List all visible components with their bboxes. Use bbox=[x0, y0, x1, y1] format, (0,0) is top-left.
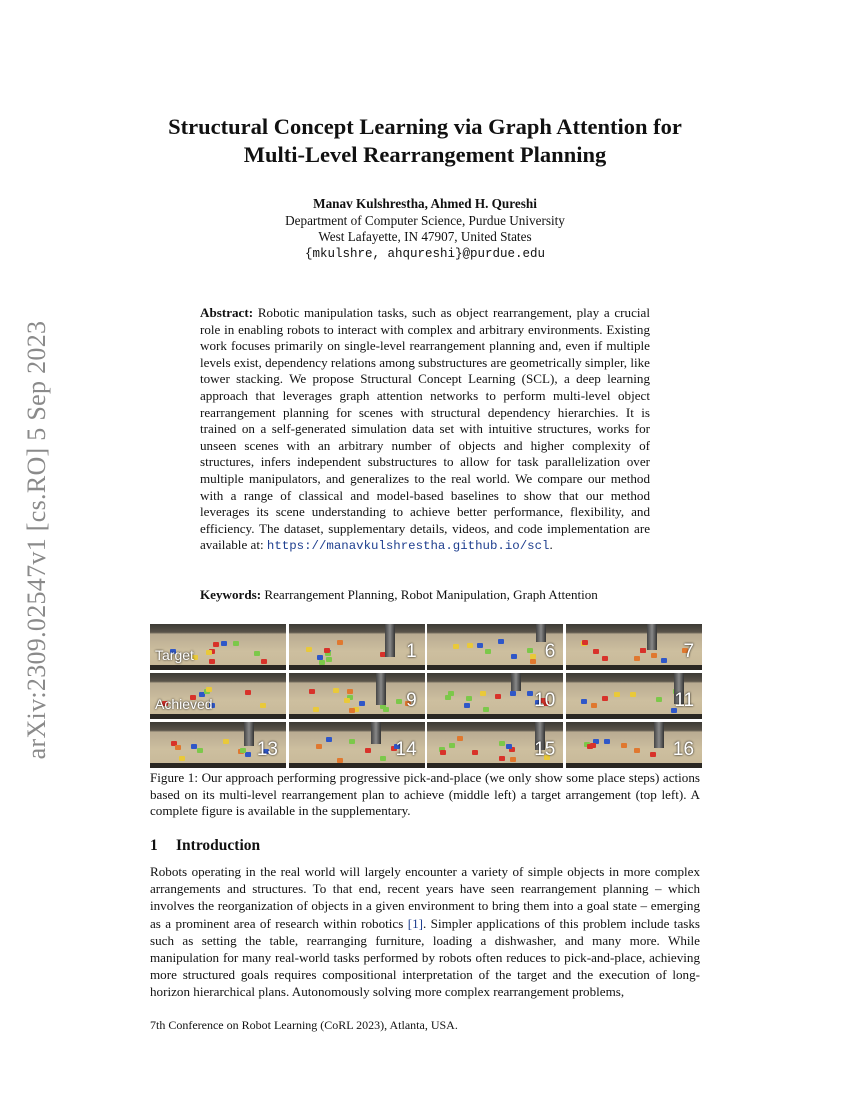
object-block bbox=[614, 692, 620, 697]
step-number-label: 10 bbox=[534, 690, 556, 711]
step-number-label: 9 bbox=[406, 690, 417, 711]
robot-arm bbox=[647, 624, 657, 650]
object-block bbox=[651, 653, 657, 658]
object-block bbox=[349, 708, 355, 713]
object-block bbox=[477, 643, 483, 648]
footer-note: 7th Conference on Robot Learning (CoRL 2023), Atlanta, USA. bbox=[150, 1018, 458, 1032]
table-edge bbox=[427, 665, 563, 670]
object-block bbox=[349, 739, 355, 744]
table-edge bbox=[566, 714, 702, 719]
object-block bbox=[527, 648, 533, 653]
arxiv-stamp bbox=[6, 300, 68, 780]
object-block bbox=[365, 748, 371, 753]
robot-arm bbox=[385, 624, 395, 657]
object-block bbox=[640, 648, 646, 653]
object-block bbox=[530, 654, 536, 659]
object-block bbox=[333, 688, 339, 693]
object-block bbox=[472, 750, 478, 755]
step-number-label: 7 bbox=[683, 641, 695, 662]
object-block bbox=[326, 737, 332, 742]
object-block bbox=[499, 741, 505, 746]
step-number-label: 14 bbox=[395, 739, 417, 760]
robot-arm bbox=[511, 673, 521, 691]
object-block bbox=[313, 707, 319, 712]
object-block bbox=[457, 736, 463, 741]
figure-panel bbox=[566, 722, 702, 768]
panel-tag-label: Target bbox=[155, 647, 194, 663]
object-block bbox=[326, 657, 332, 662]
keywords-text: Rearrangement Planning, Robot Manipulation, Graph Attention bbox=[264, 587, 598, 602]
author-email[interactable]: {mkulshre, ahqureshi}@purdue.edu bbox=[304, 246, 546, 261]
object-block bbox=[593, 649, 599, 654]
object-block bbox=[634, 748, 640, 753]
figure-panel bbox=[427, 722, 563, 768]
table-edge bbox=[427, 763, 563, 768]
object-block bbox=[245, 690, 251, 695]
object-block bbox=[656, 697, 662, 702]
figure-panel bbox=[566, 673, 702, 719]
object-block bbox=[530, 659, 536, 664]
object-block bbox=[396, 699, 402, 704]
figure-panel bbox=[150, 722, 286, 768]
step-number-label: 11 bbox=[674, 690, 695, 711]
figure-panel bbox=[427, 673, 563, 719]
object-block bbox=[337, 758, 343, 763]
object-block bbox=[453, 644, 459, 649]
table-edge bbox=[566, 763, 702, 768]
table-edge bbox=[566, 665, 702, 670]
object-block bbox=[254, 651, 260, 656]
figure-1-image-grid bbox=[150, 624, 700, 768]
object-block bbox=[324, 648, 330, 653]
introduction-paragraph bbox=[150, 863, 700, 1001]
step-number-label: 16 bbox=[672, 739, 695, 760]
object-block bbox=[506, 744, 512, 749]
step-number-label: 13 bbox=[256, 739, 278, 760]
object-block bbox=[233, 641, 239, 646]
object-block bbox=[319, 660, 325, 665]
object-block bbox=[223, 739, 229, 744]
table-edge bbox=[289, 665, 425, 670]
step-number-label: 6 bbox=[544, 641, 556, 662]
object-block bbox=[309, 689, 315, 694]
object-block bbox=[206, 687, 212, 692]
object-block bbox=[449, 743, 455, 748]
author-affiliation: Department of Computer Science, Purdue University bbox=[285, 212, 565, 228]
figure-panel bbox=[289, 624, 425, 670]
object-block bbox=[317, 655, 323, 660]
object-block bbox=[650, 752, 656, 757]
object-block bbox=[221, 641, 227, 646]
table-edge bbox=[150, 665, 286, 670]
abstract bbox=[200, 305, 650, 555]
object-block bbox=[581, 699, 587, 704]
title-line-1: Structural Concept Learning via Graph Attention for bbox=[168, 114, 682, 139]
object-block bbox=[191, 744, 197, 749]
robot-arm bbox=[536, 624, 546, 642]
abstract-text: Robotic manipulation tasks, such as object rearrangement, play a crucial role in enabling robots to interact with complex and arbitrary environments. Existing work focuses primarily on single-level rearrangement planning and, even if multiple levels exist, dependency relations among substructures are geometrically simpler, like tower stacking. We propose Structural Concept Learning (SCL), a deep learning approach that leverages graph attention networks to perform multi-level object rearrangement planning for scenes with structural dependency hierarchies. It is trained on a self-generated simulation data set with intuitive structures, works for unseen scenes with an arbitrary number of objects and higher complexity of structures, infers independent substructures to allow for task parallelization over multiple manipulators, and generalizes to the real world. We compare our method with a range of classical and model-based baselines to show that our method leverages its scene understanding to achieve better performance, flexibility, and efficiency. The dataset, supplementary details, videos, and code implementation are available at: bbox=[200, 305, 650, 553]
object-block bbox=[602, 696, 608, 701]
panel-tag-label: Achieved bbox=[155, 696, 213, 712]
object-block bbox=[483, 707, 489, 712]
intro-text-1: Robots operating in the real world will largely encounter a variety of simple objects in more complex arrangements and structures. To that end, recent years have seen rearrangement planning – which involves the reorganization of objects in a given environment to bring them into a goal state – emerging as a prominent area of research within robotics bbox=[150, 864, 700, 931]
object-block bbox=[527, 691, 533, 696]
section-heading-introduction bbox=[150, 837, 260, 855]
object-block bbox=[495, 694, 501, 699]
table-edge bbox=[150, 714, 286, 719]
object-block bbox=[316, 744, 322, 749]
table-edge bbox=[289, 714, 425, 719]
abstract-label: Abstract: bbox=[200, 305, 254, 320]
object-block bbox=[337, 640, 343, 645]
section-number: 1 bbox=[150, 837, 158, 854]
object-block bbox=[445, 695, 451, 700]
citation-link[interactable]: [1] bbox=[407, 915, 423, 931]
object-block bbox=[240, 748, 246, 753]
object-block bbox=[197, 748, 203, 753]
robot-arm bbox=[371, 722, 381, 744]
object-block bbox=[499, 756, 505, 761]
project-url-link[interactable]: https://manavkulshrestha.github.io/scl bbox=[266, 539, 550, 554]
object-block bbox=[213, 642, 219, 647]
object-block bbox=[206, 650, 212, 655]
intro-text-2: . Simpler applications of this problem include tasks such as setting the table, rearranging furniture, loading a dishwasher, and many more. While manipulation for many real-world tasks performed by robots often reduces to pick-and-place, achieving more structured goals requires compositional interpretation of the target and the execution of long-horizon hierarchical plans. Autonomously solving more complex rearrangement problems, bbox=[150, 915, 700, 1000]
robot-arm bbox=[654, 722, 664, 748]
paper-title bbox=[100, 113, 750, 169]
author-names: Manav Kulshrestha, Ahmed H. Qureshi bbox=[313, 196, 537, 211]
object-block bbox=[510, 757, 516, 762]
object-block bbox=[604, 739, 610, 744]
step-number-label: 1 bbox=[406, 641, 417, 662]
robot-arm bbox=[376, 673, 386, 705]
object-block bbox=[260, 703, 266, 708]
title-line-2: Multi-Level Rearrangement Planning bbox=[243, 142, 607, 167]
object-block bbox=[590, 743, 596, 748]
figure-panel bbox=[289, 722, 425, 768]
object-block bbox=[485, 649, 491, 654]
object-block bbox=[179, 756, 185, 761]
object-block bbox=[440, 750, 446, 755]
table-edge bbox=[427, 714, 563, 719]
object-block bbox=[510, 691, 516, 696]
figure-panel bbox=[150, 624, 286, 670]
object-block bbox=[602, 656, 608, 661]
object-block bbox=[582, 640, 588, 645]
section-title: Introduction bbox=[176, 837, 261, 854]
abstract-end: . bbox=[549, 537, 553, 553]
arxiv-identifier: arXiv:2309.02547v1 [cs.RO] 5 Sep 2023 bbox=[22, 320, 51, 760]
object-block bbox=[380, 756, 386, 761]
object-block bbox=[359, 701, 365, 706]
object-block bbox=[498, 639, 504, 644]
object-block bbox=[634, 656, 640, 661]
author-block bbox=[100, 196, 750, 262]
object-block bbox=[591, 703, 597, 708]
figure-1-caption: Figure 1: Our approach performing progressive pick-and-place (we only show some place steps) actions based on its multi-level rearrangement plan to achieve (middle left) a target arrangement (top left). A complete figure is available in the supplementary. bbox=[150, 770, 700, 819]
keywords bbox=[200, 587, 650, 604]
figure-panel bbox=[150, 673, 286, 719]
object-block bbox=[175, 745, 181, 750]
table-edge bbox=[150, 763, 286, 768]
robot-arm bbox=[244, 722, 254, 746]
object-block bbox=[621, 743, 627, 748]
object-block bbox=[464, 703, 470, 708]
author-address: West Lafayette, IN 47907, United States bbox=[318, 229, 532, 244]
keywords-label: Keywords: bbox=[200, 587, 262, 602]
object-block bbox=[344, 698, 350, 703]
figure-panel bbox=[289, 673, 425, 719]
object-block bbox=[466, 696, 472, 701]
table-edge bbox=[289, 763, 425, 768]
figure-panel bbox=[427, 624, 563, 670]
step-number-label: 15 bbox=[534, 739, 556, 760]
figure-panel bbox=[566, 624, 702, 670]
object-block bbox=[306, 647, 312, 652]
object-block bbox=[347, 689, 353, 694]
object-block bbox=[261, 659, 267, 664]
object-block bbox=[467, 643, 473, 648]
object-block bbox=[448, 691, 454, 696]
object-block bbox=[480, 691, 486, 696]
object-block bbox=[511, 654, 517, 659]
object-block bbox=[661, 658, 667, 663]
object-block bbox=[630, 692, 636, 697]
object-block bbox=[209, 659, 215, 664]
